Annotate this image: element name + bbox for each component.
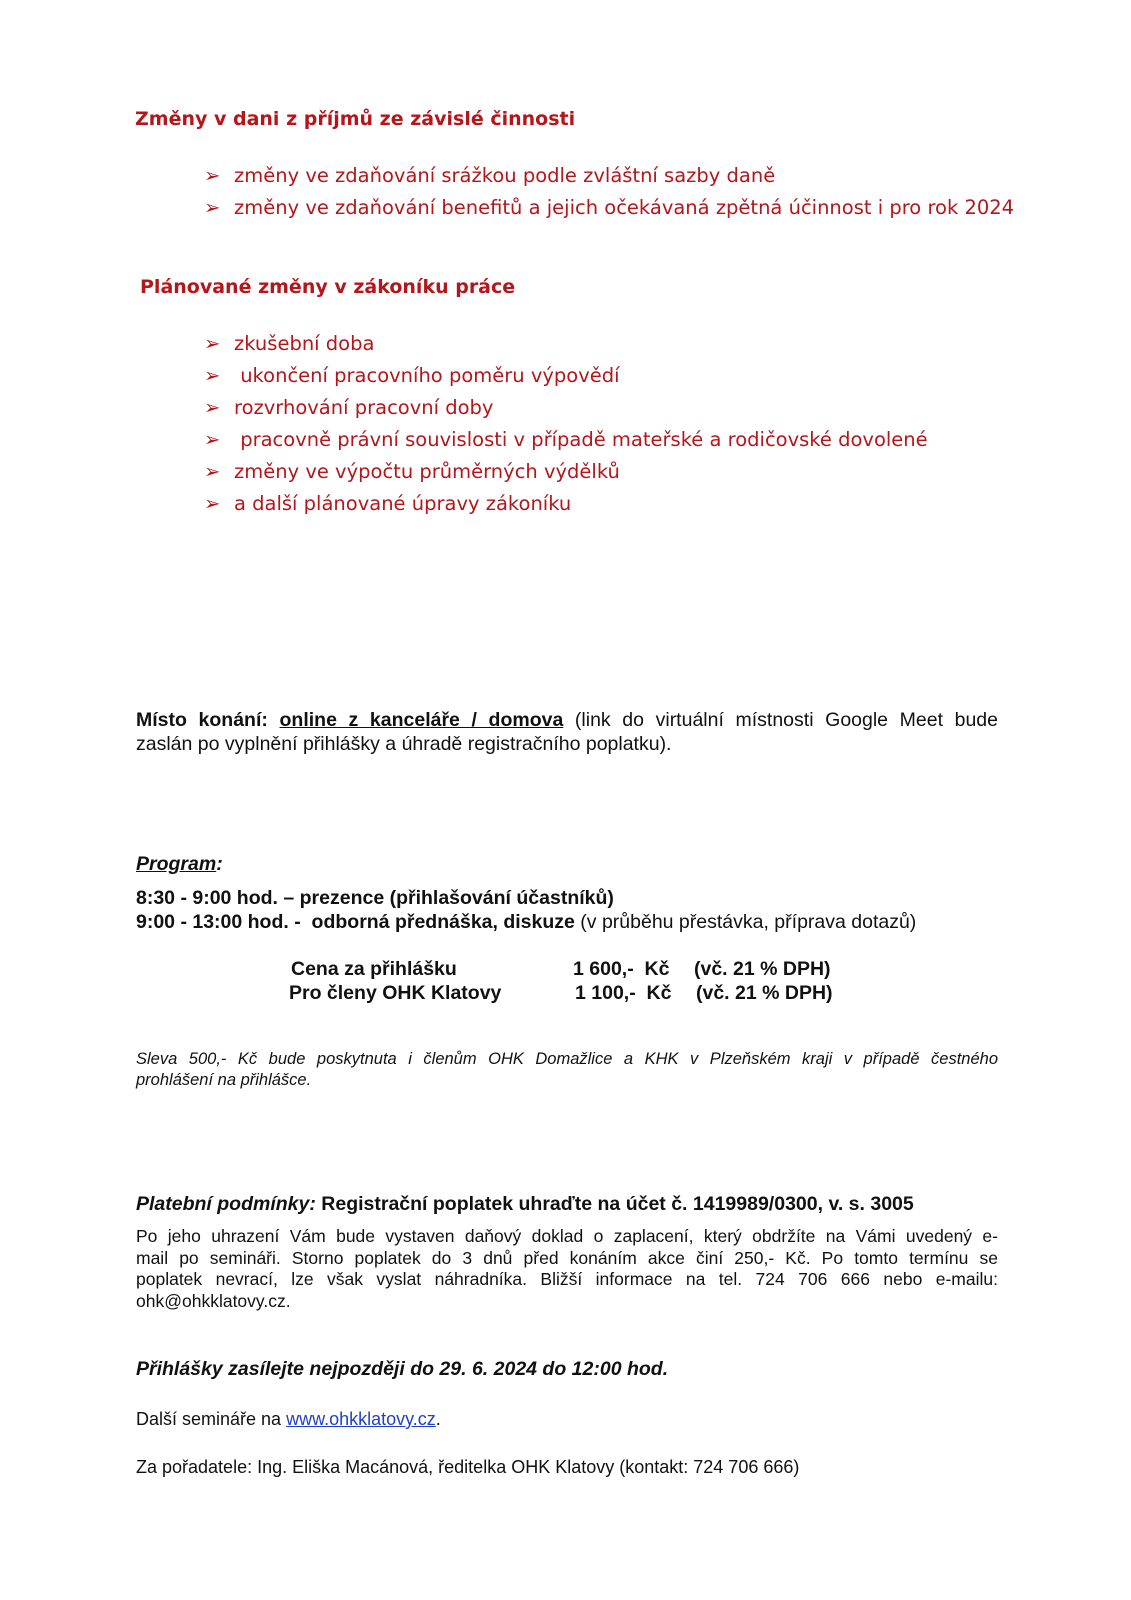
more-seminars: Další semináře na www.ohkklatovy.cz. bbox=[136, 1409, 441, 1429]
payment-label: Platební podmínky: bbox=[136, 1193, 316, 1215]
list-item: ➢ změny ve zdaňování srážkou podle zvláštní sazby daně bbox=[204, 160, 1014, 192]
list-item: ➢ zkušební doba bbox=[204, 328, 928, 360]
arrow-bullet-icon: ➢ bbox=[204, 164, 221, 187]
price-vat: (vč. 21 % DPH) bbox=[694, 958, 831, 980]
price-value: 1 100,- Kč bbox=[575, 982, 672, 1004]
discount-note: Sleva 500,- Kč bude poskytnuta i členům OHK Domažlice a KHK v Plzeňském kraji v případě čestného prohlášení na přihlášce. bbox=[136, 1050, 998, 1089]
price-label: Pro členy OHK Klatovy bbox=[289, 982, 502, 1004]
payment-details: Po jeho uhrazení Vám bude vystaven daňový doklad o zaplacení, který obdržíte na Vámi uvedený e- mail po semináři. Storno poplatek do 3 dnů před konáním akce činí 250,- Kč. Po tomto termínu se poplatek nevrací, lze však vyslat náhradníka. Bližší informace na tel. 724 706 666 nebo e-mailu: ohk@ohkklatovy.cz. bbox=[136, 1226, 998, 1311]
venue-place: online z kanceláře / domova bbox=[279, 709, 564, 731]
list-item: ➢ změny ve zdaňování benefitů a jejich očekávaná zpětná účinnost i pro rok 2024 bbox=[204, 192, 1014, 224]
price-label: Cena za přihlášku bbox=[291, 958, 457, 980]
organizer: Za pořadatele: Ing. Eliška Macánová, ředitelka OHK Klatovy (kontakt: 724 706 666) bbox=[136, 1457, 800, 1477]
section-heading-tax: Změny v dani z příjmů ze závislé činnosti bbox=[135, 108, 576, 130]
venue-text-2: zaslán po vyplnění přihlášky a úhradě registračního poplatku). bbox=[136, 733, 672, 755]
labor-changes-list bbox=[204, 328, 928, 520]
program-block: Program: 8:30 - 9:00 hod. – prezence (přihlašování účastníků) 9:00 - 13:00 hod. - odborná přednáška, diskuze (v průběhu přestávka, příprava dotazů) bbox=[136, 852, 998, 934]
price-value: 1 600,- Kč bbox=[573, 958, 670, 980]
venue-label: Místo konání: bbox=[136, 709, 268, 731]
program-row-1: 8:30 - 9:00 hod. – prezence (přihlašování účastníků) bbox=[136, 887, 614, 909]
website-link[interactable]: www.ohkklatovy.cz bbox=[286, 1409, 436, 1429]
list-item: ➢ pracovně právní souvislosti v případě mateřské a rodičovské dovolené bbox=[204, 424, 928, 456]
payment-account: Registrační poplatek uhraďte na účet č. 1419989/0300, v. s. 3005 bbox=[315, 1193, 914, 1215]
arrow-bullet-icon: ➢ bbox=[204, 364, 221, 387]
arrow-bullet-icon: ➢ bbox=[204, 196, 221, 219]
price-vat: (vč. 21 % DPH) bbox=[696, 982, 833, 1004]
list-item: ➢ změny ve výpočtu průměrných výdělků bbox=[204, 456, 928, 488]
list-item: ➢ rozvrhování pracovní doby bbox=[204, 392, 928, 424]
arrow-bullet-icon: ➢ bbox=[204, 428, 221, 451]
program-label: Program bbox=[136, 853, 217, 875]
arrow-bullet-icon: ➢ bbox=[204, 460, 221, 483]
section-heading-labor: Plánované změny v zákoníku práce bbox=[140, 276, 516, 298]
venue-block bbox=[136, 708, 998, 756]
arrow-bullet-icon: ➢ bbox=[204, 332, 221, 355]
venue-text: (link do virtuální místnosti Google Meet bude bbox=[563, 709, 998, 731]
arrow-bullet-icon: ➢ bbox=[204, 492, 221, 515]
tax-changes-list bbox=[204, 160, 1014, 224]
arrow-bullet-icon: ➢ bbox=[204, 396, 221, 419]
deadline: Přihlášky zasílejte nejpozději do 29. 6. 2024 do 12:00 hod. bbox=[136, 1358, 669, 1380]
list-item: ➢ a další plánované úpravy zákoníku bbox=[204, 488, 928, 520]
payment-block bbox=[136, 1192, 998, 1216]
program-row-2: 9:00 - 13:00 hod. - odborná přednáška, diskuze (v průběhu přestávka, příprava dotazů) bbox=[136, 911, 917, 933]
list-item: ➢ ukončení pracovního poměru výpovědí bbox=[204, 360, 928, 392]
